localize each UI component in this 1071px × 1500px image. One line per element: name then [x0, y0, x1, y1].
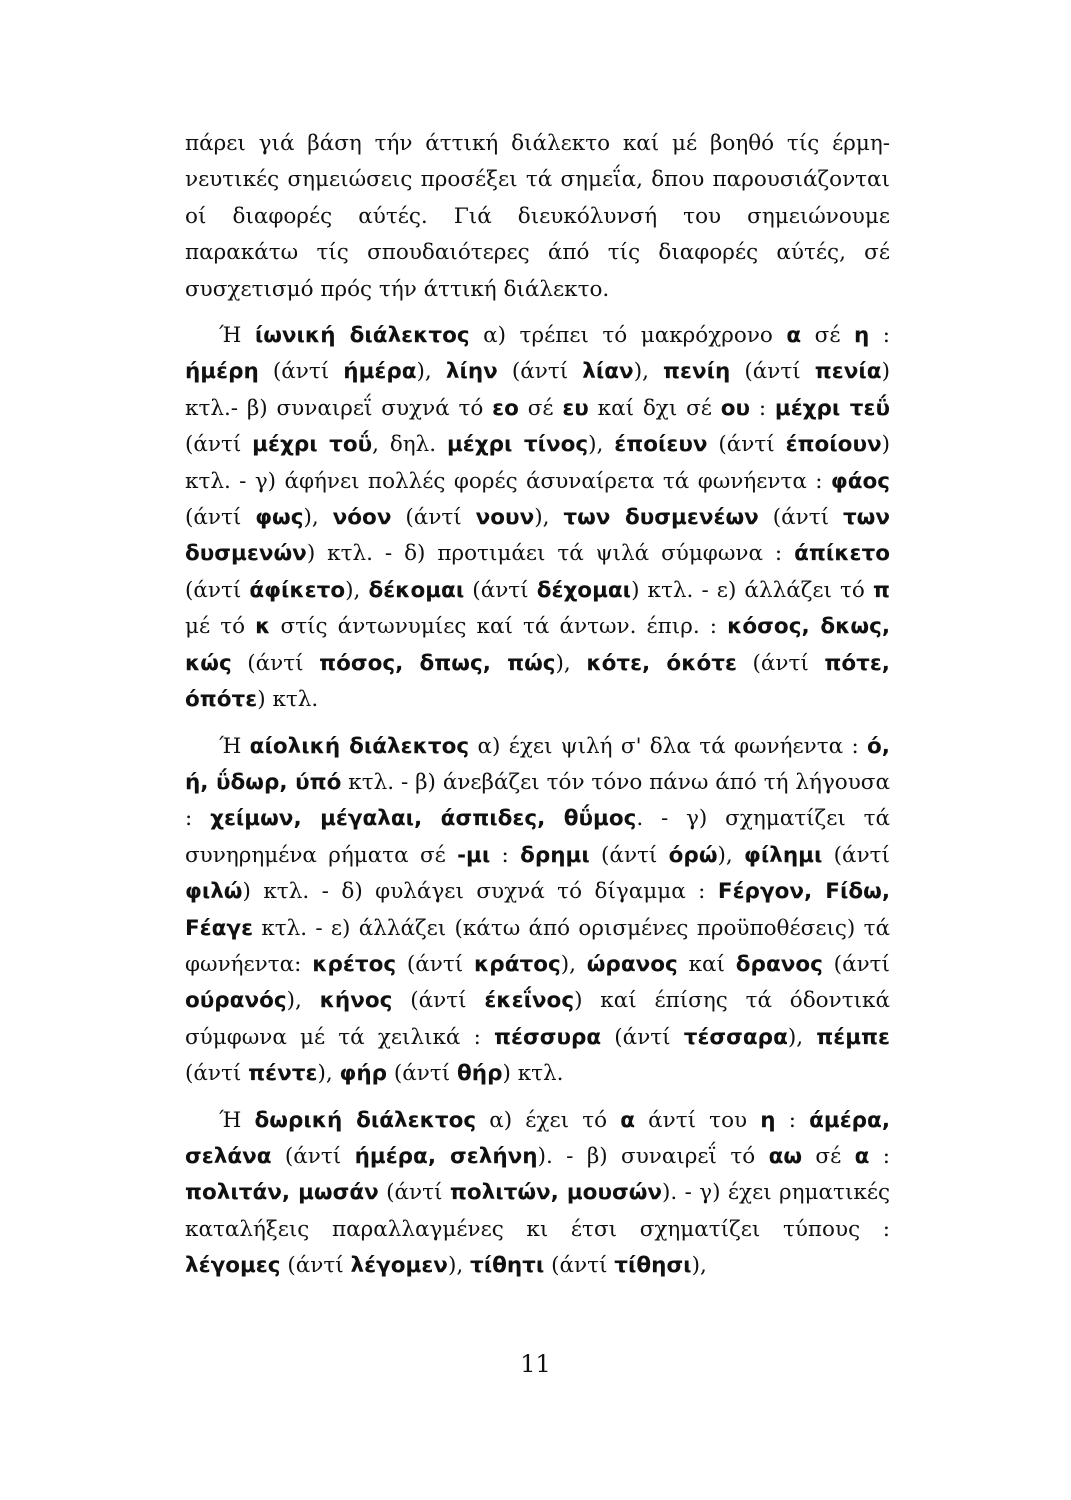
bold-term: πενίη	[663, 359, 731, 385]
text-run: (άντί	[387, 1061, 458, 1087]
bold-term: ήμέρα, σελήνη	[354, 1143, 538, 1169]
bold-term: δωρική διάλεκτος	[254, 1107, 477, 1133]
bold-term: πόσος, δπως, πώς	[319, 650, 556, 676]
bold-term: άπίκετο	[794, 541, 890, 567]
bold-term: νουν	[475, 505, 535, 531]
bold-term: μέχρι τίνος	[446, 432, 589, 458]
text-run: σέ	[802, 1143, 855, 1169]
text-run: (άντί	[185, 505, 256, 531]
text-run: ),	[534, 505, 564, 531]
text-run: ),	[560, 951, 587, 977]
text-run: (άντί	[589, 842, 669, 868]
bold-term: ου	[720, 395, 751, 421]
bold-term: αίολική διάλεκτος	[249, 733, 470, 759]
bold-term: φάος	[830, 468, 890, 494]
text-run: (άντί	[185, 577, 250, 603]
bold-term: ευ	[562, 395, 589, 421]
text-run: (άντί	[707, 432, 786, 458]
text-run: Ή	[219, 733, 250, 759]
text-run: (άντί	[280, 1253, 351, 1279]
bold-term: νόον	[332, 505, 392, 531]
bold-term: αω	[768, 1143, 803, 1169]
text-run: ),	[691, 1253, 707, 1279]
text-run: :	[869, 323, 890, 349]
text-run: :	[869, 1143, 891, 1169]
text-run: ),	[555, 650, 587, 676]
text-run: σέ	[801, 323, 854, 349]
text-run: (άντί	[822, 951, 890, 977]
bold-term: τίθητι	[470, 1253, 545, 1279]
text-run: (άντί	[185, 432, 253, 458]
text-run: ),	[447, 1253, 470, 1279]
ionic-dialect-paragraph	[185, 318, 890, 718]
bold-term: α	[786, 323, 802, 349]
bold-term: η	[760, 1107, 776, 1133]
bold-term: έκεΐνος	[484, 988, 575, 1014]
text-run: ),	[717, 842, 745, 868]
text-run: (άντί	[391, 505, 476, 531]
bold-term: κρέτος	[312, 951, 397, 977]
bold-term: δρανος	[735, 951, 823, 977]
bold-term: δέχομαι	[536, 577, 632, 603]
text-run: ) κτλ. - ε) άλλάζει τό	[631, 577, 873, 603]
bold-term: ίωνική διάλεκτος	[254, 323, 470, 349]
text-run: ),	[416, 359, 446, 385]
text-run: ),	[286, 988, 320, 1014]
bold-term: πέσσυρα	[493, 1024, 602, 1050]
text-run: ),	[345, 577, 369, 603]
text-run: . - γ) σχηματίζει τά συνηρημένα ρήματα σέ	[185, 806, 891, 868]
bold-term: ούρανός	[185, 988, 287, 1014]
text-run: (άντί	[396, 951, 475, 977]
text-run: (άντί	[497, 359, 583, 385]
text-run: ),	[787, 1024, 817, 1050]
bold-term: -μι	[457, 842, 491, 868]
text-run: μέ τό	[185, 614, 256, 640]
bold-term: πολιτών, μουσών	[449, 1180, 663, 1206]
text-run: πάρει γιά βάση τήν άττική διάλεκτο καί μέ βοηθό τίς έρμηνευτικές σημειώσεις προσέξει τά σημεΐα, δπου παρουσιάζονται οί διαφορές αύτές. Γιά διευκόλυνσή του σημειώνουμε παρακάτω τίς σπουδαιότερες άπό τίς διαφορές αύτές, σέ συσχετισμό πρός τήν άττική διάλεκτο.	[185, 131, 890, 302]
bold-term: λίην	[445, 359, 498, 385]
text-run: κτλ. - ε) άλλάζει (κάτω άπό ορισμένες προϋποθέσεις) τά φωνήεντα:	[185, 915, 890, 977]
body-text	[185, 126, 890, 1285]
text-run: Ή	[219, 1107, 255, 1133]
text-run: , δηλ.	[372, 432, 447, 458]
bold-term: φίλημι	[744, 842, 823, 868]
text-run: ) κτλ.	[257, 687, 319, 713]
bold-term: κήνος	[319, 988, 393, 1014]
bold-term: α	[854, 1143, 870, 1169]
bold-term: θήρ	[457, 1061, 503, 1087]
bold-term: πενία	[814, 359, 882, 385]
bold-term: τέσσαρα	[683, 1024, 788, 1050]
bold-term: ήμέρη	[185, 359, 259, 385]
bold-term: η	[853, 323, 870, 349]
text-run: (άντί	[271, 1143, 355, 1169]
text-run: (άντί	[544, 1253, 615, 1279]
bold-term: δρημι	[520, 842, 590, 868]
bold-term: κόσος, δκως, κώς	[185, 614, 891, 676]
text-run: σέ	[518, 395, 563, 421]
bold-term: άμέρα, σελάνα	[185, 1107, 890, 1169]
bold-term: πέντε	[248, 1061, 318, 1087]
bold-term: ώρανος	[586, 951, 678, 977]
text-run: (άντί	[822, 842, 890, 868]
text-run: Ή	[219, 323, 255, 349]
text-run: ). - β) συναιρεΐ τό	[537, 1143, 769, 1169]
text-run: ),	[317, 1061, 340, 1087]
text-run: ) κτλ.- β) συναιρεΐ συχνά τό	[185, 359, 890, 421]
bold-term: πότε, όπότε	[185, 650, 890, 713]
text-run: ) κτλ.	[502, 1061, 564, 1087]
text-run: ),	[588, 432, 615, 458]
text-run: ). - γ) έχει ρηματικές καταλήξεις παραλλαγμένες κι έτσι σχηματίζει τύπους :	[185, 1180, 890, 1242]
bold-term: κότε, όκότε	[586, 650, 737, 676]
text-run: α) έχει τό	[476, 1107, 621, 1133]
bold-term: λίαν	[582, 359, 634, 385]
bold-term: λέγομεν	[350, 1253, 448, 1279]
text-run: :	[490, 842, 521, 868]
text-run: :	[750, 395, 775, 421]
bold-term: τίθησι	[614, 1253, 692, 1279]
text-run: (άντί	[601, 1024, 684, 1050]
bold-term: κράτος	[474, 951, 561, 977]
aeolic-dialect-paragraph	[185, 729, 890, 1093]
text-run: α) τρέπει τό μακρόχρονο	[469, 323, 787, 349]
text-run: ),	[633, 359, 663, 385]
bold-term: φήρ	[339, 1061, 388, 1087]
bold-term: των δυσμενέων	[563, 505, 759, 531]
bold-term: Fέργον, Fίδω, Fέαγε	[185, 879, 890, 941]
text-run: (άντί	[758, 505, 843, 531]
text-run: καί δχι σέ	[588, 395, 721, 421]
text-run: ) κτλ. - δ) φυλάγει συχνά τό δίγαμμα :	[242, 879, 718, 905]
bold-term: μέχρι τεΰ	[774, 395, 890, 421]
text-run: ) κτλ. - δ) προτιμάει τά ψιλά σύμφωνα :	[306, 541, 795, 567]
bold-term: ήμέρα	[343, 359, 417, 385]
bold-term: χείμων, μέγαλαι, άσπιδες, θΰμος	[210, 806, 637, 832]
text-run: :	[775, 1107, 810, 1133]
text-run: καί	[677, 951, 736, 977]
text-run: (άντί	[392, 988, 485, 1014]
text-run: στίς άντωνυμίες καί τά άντων. έπιρ. :	[270, 614, 728, 640]
bold-term: μέχρι τοΰ	[252, 432, 373, 458]
text-run: α) έχει ψιλή σ' δλα τά φωνήεντα :	[469, 733, 868, 759]
bold-term: όρώ	[668, 842, 718, 868]
text-run: (άντί	[231, 650, 320, 676]
text-run: ) κτλ. - γ) άφήνει πολλές φορές άσυναίρετα τά φωνήεντα :	[185, 432, 891, 494]
text-run: (άντί	[378, 1180, 450, 1206]
intro-paragraph	[185, 126, 890, 308]
bold-term: φιλώ	[185, 879, 243, 905]
bold-term: πέμπε	[816, 1024, 890, 1050]
text-run: (άντί	[730, 359, 815, 385]
text-run: (άντί	[258, 359, 344, 385]
text-run: κτλ. - β) άνεβάζει τόν τόνο πάνω άπό τή λήγουσα :	[185, 769, 890, 832]
text-run: (άντί	[185, 1061, 249, 1087]
text-run: (άντί	[464, 577, 537, 603]
doric-dialect-paragraph	[185, 1103, 890, 1285]
bold-term: πολιτάν, μωσάν	[185, 1180, 379, 1206]
bold-term: δέκομαι	[368, 577, 465, 603]
text-run: (άντί	[736, 650, 825, 676]
text-run: άντί του	[634, 1107, 761, 1133]
bold-term: λέγομες	[185, 1253, 281, 1279]
bold-term: ό, ή, ΰδωρ, ύπό	[185, 733, 890, 795]
bold-term: έποίουν	[785, 432, 882, 458]
bold-term: φως	[255, 505, 304, 531]
text-run: ),	[303, 505, 333, 531]
bold-term: κ	[255, 614, 271, 640]
bold-term: εο	[492, 395, 519, 421]
bold-term: π	[872, 577, 890, 603]
page-number: 11	[520, 1350, 551, 1378]
bold-term: των δυσμενών	[185, 505, 891, 567]
text-run: ) καί έπίσης τά όδοντικά σύμφωνα μέ τά χειλικά :	[185, 988, 890, 1050]
bold-term: άφίκετο	[249, 577, 346, 603]
bold-term: έποίευν	[614, 432, 708, 458]
bold-term: α	[620, 1107, 635, 1133]
